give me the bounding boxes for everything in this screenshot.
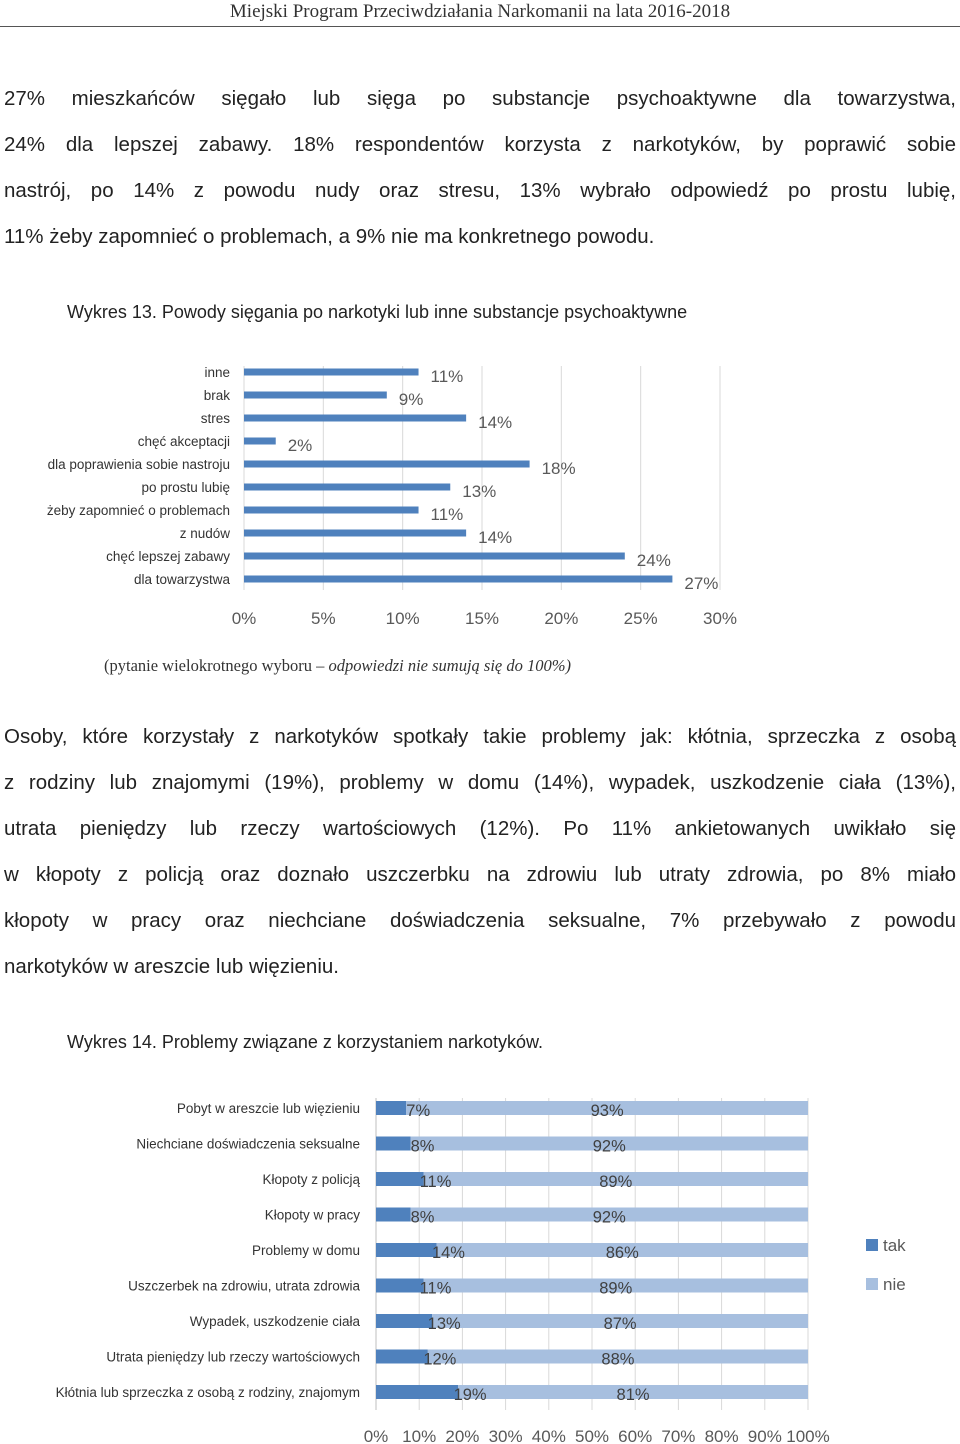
paragraph-1-line: 27% mieszkańców sięgało lub sięga po substancje psychoaktywne dla towarzystwa, — [4, 87, 956, 110]
data-label: 11% — [430, 367, 464, 386]
note-part-2: odpowiedzi nie sumują się do 100%) — [328, 656, 571, 675]
bar-tak — [376, 1385, 458, 1399]
data-label-nie: 92% — [592, 1208, 626, 1227]
data-label-nie: 88% — [601, 1350, 635, 1369]
data-label: 9% — [398, 390, 424, 409]
category-label: Wypadek, uszkodzenie ciała — [189, 1314, 360, 1329]
data-label-tak: 12% — [423, 1350, 457, 1369]
x-tick-label: 30% — [488, 1427, 523, 1444]
category-label: żeby zapomnieć o problemach — [46, 503, 230, 518]
x-tick-label: 100% — [786, 1427, 830, 1444]
bar-tak — [376, 1314, 432, 1328]
data-label-tak: 19% — [453, 1386, 487, 1404]
x-tick-label: 80% — [704, 1427, 739, 1444]
page-header — [0, 0, 960, 27]
bar — [244, 369, 419, 376]
x-tick-label: 0% — [231, 609, 257, 628]
paragraph-1-line: nastrój, po 14% z powodu nudy oraz stresu, 13% wybrało odpowiedź po prostu lubię, — [4, 179, 956, 202]
bar-tak — [376, 1243, 436, 1257]
bar — [244, 507, 419, 514]
bar-tak — [376, 1279, 424, 1293]
legend-label: nie — [883, 1275, 906, 1294]
chart-1-note — [104, 655, 571, 677]
legend-label: tak — [883, 1236, 906, 1255]
category-label: chęć lepszej zabawy — [106, 549, 230, 564]
data-label: 14% — [478, 413, 513, 432]
category-label: Kłopoty z policją — [262, 1172, 360, 1187]
category-label: chęć akceptacji — [137, 434, 230, 449]
x-tick-label: 40% — [531, 1427, 566, 1444]
data-label: 24% — [636, 551, 671, 570]
category-label: Kłopoty w pracy — [264, 1207, 360, 1223]
x-tick-label: 25% — [623, 609, 658, 628]
data-label: 11% — [430, 505, 464, 524]
bar — [244, 484, 450, 491]
category-label: inne — [204, 365, 230, 380]
bar — [244, 553, 625, 560]
x-tick-label: 60% — [618, 1427, 653, 1444]
category-label: Niechciane doświadczenia seksualne — [136, 1136, 360, 1152]
category-label: Problemy w domu — [251, 1243, 360, 1258]
data-label-tak: 11% — [419, 1279, 452, 1298]
data-label-nie: 86% — [605, 1244, 639, 1262]
data-label-nie: 93% — [590, 1102, 624, 1120]
category-label: Kłótnia lub sprzeczka z osobą z rodziny, znajomym — [55, 1385, 360, 1400]
x-tick-label: 20% — [544, 609, 579, 628]
chart-1-caption: Wykres 13. Powody sięgania po narkotyki lub inne substancje psychoaktywne — [67, 302, 688, 322]
paragraph-2-line: z rodziny lub znajomymi (19%), problemy w domu (14%), wypadek, uszkodzenie ciała (13%), — [4, 771, 956, 794]
x-tick-label: 15% — [464, 609, 500, 628]
x-tick-label: 20% — [445, 1427, 480, 1444]
data-label: 27% — [684, 574, 719, 593]
note-part-1: (pytanie wielokrotnego wyboru – — [104, 656, 329, 675]
paragraph-2 — [4, 714, 956, 990]
category-label: dla towarzystwa — [133, 572, 230, 587]
data-label-nie: 89% — [599, 1173, 633, 1191]
data-label-tak: 13% — [427, 1315, 461, 1333]
data-label-tak: 7% — [406, 1102, 431, 1120]
category-label: Pobyt w areszcie lub więzieniu — [176, 1101, 360, 1116]
data-label-nie: 87% — [603, 1315, 637, 1333]
category-label: z nudów — [179, 526, 230, 541]
paragraph-2-line: narkotyków w areszcie lub więzieniu. — [4, 955, 339, 978]
bar — [244, 415, 466, 422]
paragraph-1-line: 24% dla lepszej zabawy. 18% respondentów korzysta z narkotyków, by poprawić sobie — [4, 133, 956, 156]
bar — [244, 530, 466, 537]
bar-tak — [376, 1208, 411, 1222]
data-label: 18% — [541, 459, 576, 478]
bar-tak — [376, 1137, 411, 1151]
x-tick-label: 50% — [574, 1427, 610, 1444]
data-label-nie: 92% — [592, 1137, 626, 1156]
category-label: po prostu lubię — [141, 480, 230, 495]
data-label-tak: 11% — [419, 1173, 452, 1191]
paragraph-2-line: w kłopoty z policją oraz doznało uszczerbku na zdrowiu lub utraty zdrowia, po 8% miało — [4, 863, 956, 886]
paragraph-1-line: 11% żeby zapomnieć o problemach, a 9% nie ma konkretnego powodu. — [4, 225, 655, 248]
bar-tak — [376, 1350, 428, 1364]
header-title: Miejski Program Przeciwdziałania Narkomanii na lata 2016-2018 — [229, 1, 731, 22]
paragraph-2-line: kłopoty w pracy oraz niechciane doświadczenia seksualne, 7% przebywało z powodu — [4, 909, 956, 932]
bar — [244, 576, 672, 583]
bar — [244, 461, 530, 468]
category-label: dla poprawienia sobie nastroju — [47, 457, 230, 472]
paragraph-2-line: Osoby, które korzystały z narkotyków spotkały takie problemy jak: kłótnia, sprzeczka z osobą — [4, 725, 956, 748]
legend-swatch — [866, 1278, 878, 1290]
x-tick-label: 10% — [402, 1427, 437, 1444]
data-label: 14% — [478, 528, 513, 547]
data-label: 13% — [462, 482, 497, 501]
x-tick-label: 30% — [702, 609, 738, 628]
category-label: Uszczerbek na zdrowiu, utrata zdrowia — [128, 1278, 360, 1294]
x-tick-label: 10% — [385, 609, 420, 628]
data-label: 2% — [287, 436, 313, 455]
x-tick-label: 0% — [363, 1427, 389, 1444]
category-label: stres — [200, 411, 230, 426]
data-label-tak: 8% — [410, 1208, 435, 1227]
x-tick-label: 5% — [311, 609, 336, 628]
paragraph-2-line: utrata pieniędzy lub rzeczy wartościowych (12%). Po 11% ankietowanych uwikłało się — [4, 817, 956, 840]
data-label-tak: 14% — [431, 1244, 465, 1262]
chart-1 — [0, 350, 960, 640]
data-label-nie: 89% — [599, 1279, 633, 1298]
bar-tak — [376, 1172, 424, 1186]
category-label: Utrata pieniędzy lub rzeczy wartościowych — [106, 1349, 360, 1365]
data-label-tak: 8% — [410, 1137, 435, 1156]
chart-2-caption: Wykres 14. Problemy związane z korzystaniem narkotyków. — [67, 1032, 544, 1052]
bar — [244, 438, 276, 445]
x-tick-label: 90% — [747, 1427, 782, 1444]
bar-tak — [376, 1101, 406, 1115]
category-label: brak — [203, 388, 230, 403]
paragraph-1 — [4, 76, 956, 260]
data-label-nie: 81% — [616, 1386, 650, 1404]
chart-2 — [0, 1080, 960, 1444]
legend-swatch — [866, 1239, 878, 1251]
x-tick-label: 70% — [661, 1427, 696, 1444]
bar — [244, 392, 387, 399]
